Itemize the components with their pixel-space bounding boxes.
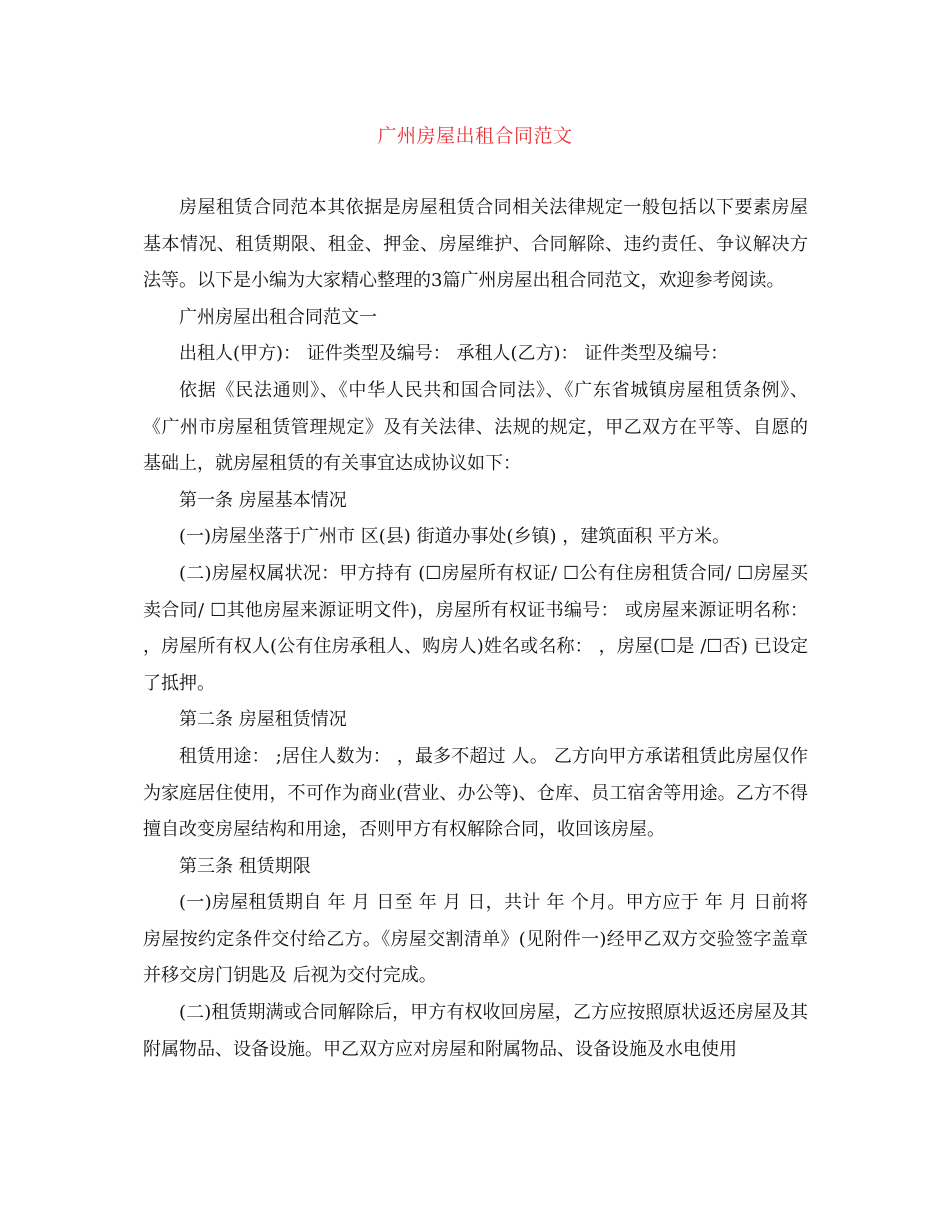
document-body: [143, 190, 814, 1068]
parties-line: 出租人(甲方)： 证件类型及编号： 承租人(乙方)： 证件类型及编号：: [179, 343, 729, 365]
article-two-heading: 第二条 房屋租赁情况: [179, 709, 347, 731]
article-two-paragraph: 租赁用途： ;居住人数为： ，最多不超过 人。 乙方向甲方承诺租赁此房屋仅作为家庭居住使用，不可作为商业(营业、办公等)、仓库、员工宿舍等用途。乙方不得擅自改变房屋结构和用途，否则甲方有权解除合同，收回该房屋。: [143, 745, 808, 841]
document-title: 广州房屋出租合同范文: [377, 125, 573, 147]
article-one-clause-2: (二)房屋权属状况：甲方持有 (☐房屋所有权证/ ☐公有住房租赁合同/ ☐房屋买卖合同/ ☐其他房屋来源证明文件)，房屋所有权证书编号： 或房屋来源证明名称： ，房屋所有权人(公有住房承租人、购房人)姓名或名称： ，房屋(☐是 /☐否) 已设定了抵押。: [143, 562, 814, 694]
article-one-heading: 第一条 房屋基本情况: [179, 489, 347, 511]
intro-paragraph: 房屋租赁合同范本其依据是房屋租赁合同相关法律规定一般包括以下要素房屋基本情况、租赁期限、租金、押金、房屋维护、合同解除、违约责任、争议解决方法等。以下是小编为大家精心整理的3篇广州房屋出租合同范文，欢迎参考阅读。: [143, 197, 808, 292]
article-one-clause-1: (一)房屋坐落于广州市 区(县) 街道办事处(乡镇) ，建筑面积 平方米。: [179, 526, 731, 548]
article-three-clause-1: (一)房屋租赁期自 年 月 日至 年 月 日，共计 年 个月。甲方应于 年 月 日前将房屋按约定条件交付给乙方。《房屋交割清单》(见附件一)经甲乙双方交验签字盖章并移交房门钥匙及 后视为交付完成。: [143, 892, 808, 987]
legal-basis-paragraph: 依据《民法通则》、《中华人民共和国合同法》、《广东省城镇房屋租赁条例》、《广州市房屋租赁管理规定》及有关法律、法规的规定，甲乙双方在平等、自愿的基础上，就房屋租赁的有关事宜达成协议如下：: [143, 379, 808, 475]
article-three-heading: 第三条 租赁期限: [179, 855, 311, 877]
article-three-clause-2: (二)租赁期满或合同解除后，甲方有权收回房屋，乙方应按照原状返还房屋及其附属物品、设备设施。甲乙双方应对房屋和附属物品、设备设施及水电使用: [143, 1002, 808, 1060]
section-heading-contract-one: 广州房屋出租合同范文一: [179, 306, 377, 328]
